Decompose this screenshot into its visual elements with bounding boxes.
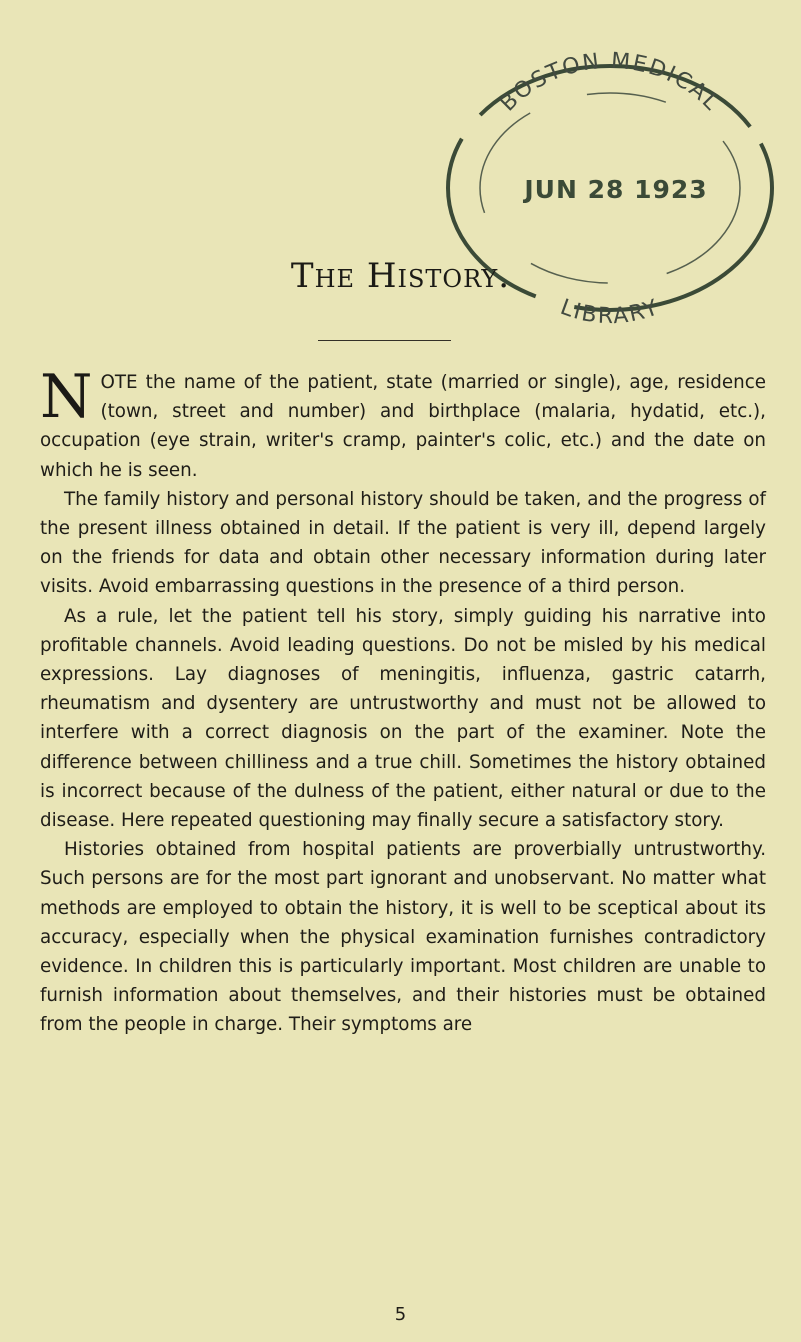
- stamp-date: JUN 28 1923: [524, 175, 708, 204]
- paragraph-3: As a rule, let the patient tell his story, simply guiding his narrative into profitable channels. Avoid leading questions. Do not be misled by his medical expressions. Lay diagnoses of meningitis, influenza, gastric catarrh, rheumatism and dysentery are untrustworthy and must not be allowed to interfere with a correct diagnosis on the part of the examiner. Note the difference between chilliness and a true chill. Sometimes the history obtained is incorrect because of the dulness of the patient, either natural or due to the disease. Here repeated questioning may finally secure a satisfactory story.: [40, 605, 766, 832]
- stamp-bottom-text: LIBRARY: [556, 294, 664, 330]
- paragraph-1: [40, 362, 766, 485]
- stamp-top-text: BOSTON MEDICAL: [495, 48, 725, 117]
- page-title: The History.: [290, 256, 511, 296]
- body-text: [40, 362, 766, 1040]
- paragraph-1-text: OTE the name of the patient, state (married or single), age, residence (town, street and number) and birthplace (malaria, hydatid, etc.), occupation (eye strain, writer's cramp, painter's colic, etc.) and the date on which he is seen.: [40, 372, 766, 481]
- paragraph-4: Histories obtained from hospital patients are proverbially untrustworthy. Such persons are for the most part ignorant and unobservant. No matter what methods are employed to obtain the history, it is well to be sceptical about its accuracy, especially when the physical examination furnishes contradictory evidence. In children this is particularly important. Most children are unable to furnish information about themselves, and their histories must be obtained from the people in charge. Their symptoms are: [40, 839, 766, 1036]
- page-number: 5: [394, 1304, 407, 1325]
- title-divider: [318, 340, 451, 341]
- paragraph-2: The family history and personal history should be taken, and the progress of the present illness obtained in detail. If the patient is very ill, depend largely on the friends for data and obtain other necessary information during later visits. Avoid embarrassing questions in the presence of a third person.: [40, 488, 766, 598]
- dropcap-letter: N: [40, 362, 93, 432]
